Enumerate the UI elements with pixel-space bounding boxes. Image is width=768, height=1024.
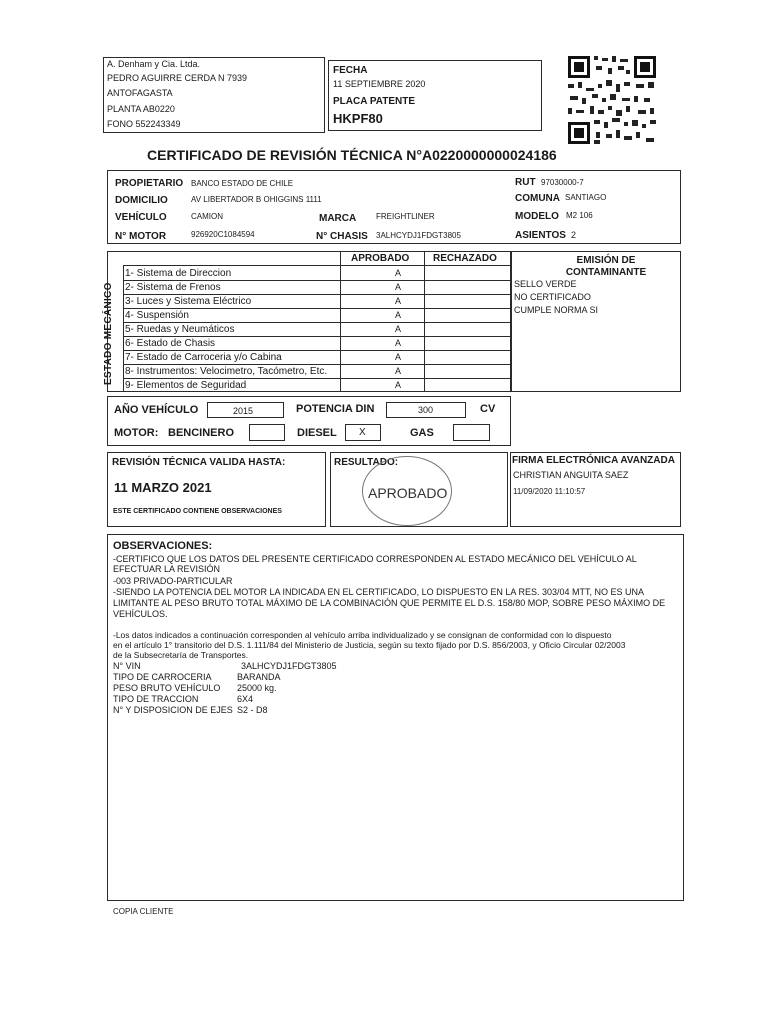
mech-item-aprobado: A — [394, 338, 401, 348]
asientos-value: 2 — [571, 230, 577, 240]
motor-type-label: MOTOR: — [114, 427, 159, 439]
mech-item-label: 9- Elementos de Seguridad — [125, 380, 247, 391]
propietario-value: BANCO ESTADO DE CHILE — [191, 179, 294, 188]
mech-item-label: 3- Luces y Sistema Eléctrico — [125, 296, 252, 307]
result-label: RESULTADO: — [334, 457, 399, 468]
domicilio-label: DOMICILIO — [115, 195, 168, 206]
footer-copy-label: COPIA CLIENTE — [113, 907, 174, 916]
observation-line: -Los datos indicados a continuación corresponden al vehículo arriba individualizado y se consignan de conformidad con lo dispuesto — [113, 630, 612, 640]
mech-item-label: 2- Sistema de Frenos — [125, 282, 221, 293]
detail-label-peso: PESO BRUTO VEHÍCULO — [113, 683, 221, 693]
emission-certificado: NO CERTIFICADO — [514, 292, 591, 302]
company-city: ANTOFAGASTA — [107, 88, 173, 98]
detail-value-peso: 25000 kg. — [237, 683, 277, 693]
detail-label-traccion: TIPO DE TRACCION — [113, 694, 199, 704]
comuna-value: SANTIAGO — [565, 193, 607, 202]
observation-line: EFECTUAR LA REVISIÓN — [113, 564, 221, 574]
observation-line: de la Subsecretaría de Transportes. — [113, 650, 249, 660]
company-name: A. Denham y Cia. Ltda. — [107, 59, 201, 69]
qr-code — [566, 54, 658, 146]
gas-field — [453, 424, 490, 441]
anio-value: 2015 — [233, 406, 254, 416]
company-plant: PLANTA AB0220 — [107, 104, 175, 114]
vehiculo-label: VEHÍCULO — [115, 212, 167, 223]
placa-value: HKPF80 — [333, 111, 383, 126]
potencia-label: POTENCIA DIN — [296, 403, 375, 415]
validity-label: REVISIÓN TÉCNICA VALIDA HASTA: — [112, 457, 286, 468]
mech-row — [125, 378, 505, 392]
motor-value: 926920C1084594 — [191, 230, 255, 239]
mech-row — [125, 336, 505, 350]
company-address: PEDRO AGUIRRE CERDA N 7939 — [107, 73, 248, 83]
signature-name: CHRISTIAN ANGUITA SAEZ — [513, 470, 629, 480]
observation-line: -CERTIFICO QUE LOS DATOS DEL PRESENTE CERTIFICADO CORRESPONDEN AL ESTADO MECÁNICO DEL VEHÍCULO AL — [113, 554, 637, 564]
mech-item-aprobado: A — [394, 352, 401, 362]
detail-label-carroceria: TIPO DE CARROCERIA — [113, 672, 212, 682]
observations-label: OBSERVACIONES: — [113, 540, 213, 552]
validity-date: 11 MARZO 2021 — [114, 480, 212, 495]
emission-header: EMISIÓN DE CONTAMINANTE — [565, 255, 647, 278]
result-value: APROBADO — [368, 485, 448, 501]
observation-line: VEHÍCULOS. — [113, 609, 168, 619]
motor-label: N° MOTOR — [115, 231, 167, 242]
domicilio-value: AV LIBERTADOR B OHIGGINS 1111 — [191, 195, 322, 204]
mech-item-aprobado: A — [394, 296, 401, 306]
potencia-value: 300 — [418, 405, 434, 415]
observation-line: -SIENDO LA POTENCIA DEL MOTOR LA INDICADA EN EL CERTIFICADO, LO DISPUESTO EN LA RES. 303/04 MTT, NO ES UNA — [113, 587, 644, 597]
estado-mecanico-label: ESTADO MECÁNICO — [103, 282, 114, 385]
detail-value-carroceria: BARANDA — [237, 672, 281, 682]
modelo-value: M2 106 — [566, 211, 593, 220]
emission-norma: CUMPLE NORMA SI — [514, 305, 599, 315]
rut-value: 97030000-7 — [541, 178, 584, 187]
mech-row — [125, 280, 505, 294]
marca-value: FREIGHTLINER — [376, 212, 435, 221]
mech-item-label: 5- Ruedas y Neumáticos — [125, 324, 235, 335]
marca-label: MARCA — [319, 213, 357, 224]
mech-col-divider-left — [123, 265, 124, 392]
bencinero-field — [249, 424, 285, 441]
placa-label: PLACA PATENTE — [333, 96, 416, 107]
mech-row — [125, 322, 505, 336]
company-phone: FONO 552243349 — [107, 119, 181, 129]
comuna-label: COMUNA — [515, 193, 560, 204]
mech-item-aprobado: A — [394, 366, 401, 376]
mech-item-aprobado: A — [394, 324, 401, 334]
bencinero-label: BENCINERO — [168, 427, 235, 439]
mech-item-label: 7- Estado de Carroceria y/o Cabina — [125, 352, 282, 363]
mech-row — [125, 294, 505, 308]
fecha-value: 11 SEPTIEMBRE 2020 — [333, 79, 426, 89]
mech-item-label: 8- Instrumentos: Velocimetro, Tacómetro, Etc. — [125, 366, 328, 377]
mech-item-label: 1- Sistema de Direccion — [125, 268, 232, 279]
asientos-label: ASIENTOS — [515, 230, 566, 241]
fecha-label: FECHA — [333, 65, 368, 76]
mech-item-aprobado: A — [394, 310, 401, 320]
rechazado-header: RECHAZADO — [433, 253, 497, 264]
anio-label: AÑO VEHÍCULO — [114, 404, 199, 416]
rut-label: RUT — [515, 177, 536, 188]
signature-label: FIRMA ELECTRÓNICA AVANZADA — [512, 455, 675, 466]
detail-value-traccion: 6X4 — [237, 694, 254, 704]
mech-item-aprobado: A — [394, 282, 401, 292]
diesel-value: X — [359, 427, 366, 438]
aprobado-header: APROBADO — [351, 253, 410, 264]
detail-label-vin: N° VIN — [113, 661, 141, 671]
certificate-title: CERTIFICADO DE REVISIÓN TÉCNICA N°A0220000000024186 — [147, 147, 557, 163]
chasis-label: N° CHASIS — [316, 231, 368, 242]
modelo-label: MODELO — [515, 211, 559, 222]
diesel-label: DIESEL — [297, 427, 337, 439]
mech-item-label: 6- Estado de Chasis — [125, 338, 216, 349]
mech-row — [125, 350, 505, 364]
detail-value-vin: 3ALHCYDJ1FDGT3805 — [241, 661, 337, 671]
emission-sello: SELLO VERDE — [514, 279, 577, 289]
detail-value-ejes: S2 - D8 — [237, 705, 268, 715]
mech-item-aprobado: A — [394, 268, 401, 278]
detail-label-ejes: N° Y DISPOSICION DE EJES — [113, 705, 233, 715]
cv-label: CV — [480, 403, 496, 415]
mech-row — [125, 308, 505, 322]
signature-datetime: 11/09/2020 11:10:57 — [513, 487, 586, 496]
vehiculo-value: CAMION — [191, 212, 223, 221]
mech-item-aprobado: A — [394, 380, 401, 390]
chasis-value: 3ALHCYDJ1FDGT3805 — [376, 231, 461, 240]
observation-line: en el artículo 1° transitorio del D.S. 1.111/84 del Ministerio de Justicia, según su texto fijado por D.S. 856/2003, y Oficio Circular 02/2003 — [113, 640, 626, 650]
observations-note: ESTE CERTIFICADO CONTIENE OBSERVACIONES — [113, 508, 282, 515]
gas-label: GAS — [410, 427, 434, 439]
propietario-label: PROPIETARIO — [115, 178, 184, 189]
observation-line: LIMITANTE AL PESO BRUTO TOTAL MÁXIMO DE LA COMBINACIÓN QUE PERMITE EL D.S. 158/80 MOP, SOBRE PESO MÁXIMO DE — [113, 598, 666, 608]
mech-item-label: 4- Suspensión — [125, 310, 189, 321]
mech-row — [125, 364, 505, 378]
observation-line: -003 PRIVADO-PARTICULAR — [113, 576, 233, 586]
mech-row — [125, 266, 505, 280]
